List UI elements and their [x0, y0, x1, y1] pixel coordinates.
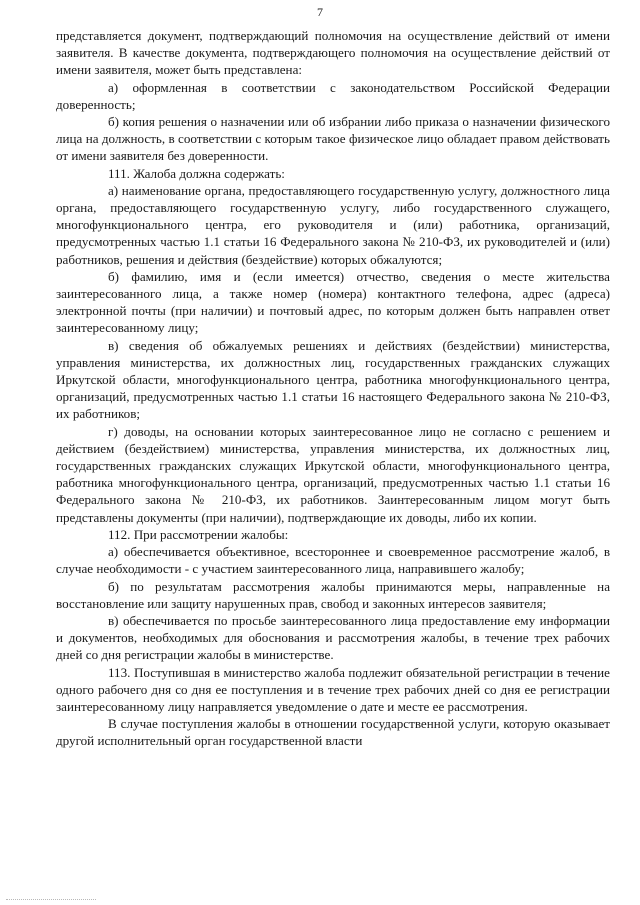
paragraph: б) копия решения о назначении или об избрании либо приказа о назначении физического лица на должность, в соответствии с которым такое физическое лицо обладает правом действовать от имени заявителя без доверенности.	[56, 114, 610, 164]
paragraph: 111. Жалоба должна содержать:	[108, 165, 285, 181]
paragraph: а) обеспечивается объективное, всестороннее и своевременное рассмотрение жалоб, в случае необходимости - с участием заинтересованного лица, направившего жалобу;	[56, 544, 610, 577]
paragraph: в) сведения об обжалуемых решениях и действиях (бездействии) министерства, управления министерства, их должностных лиц, государственных гражданских служащих Иркутской области, многофункционального центра, работника многофункционального центра, организаций, предусмотренных частью 1.1 статьи 16 настоящего Федерального закона № 210-ФЗ, их работников;	[56, 337, 610, 422]
document-body	[56, 27, 610, 750]
paragraph: г) доводы, на основании которых заинтересованное лицо не согласно с решением и действием (бездействием) министерства, управления министерства, их должностных лиц, государственных гражданских служащих Иркутской области, многофункционального центра, работника многофункционального центра, организаций, предусмотренных частью 1.1 статьи 16 Федерального закона № 210-ФЗ, их работников. Заинтересованным лицом могут быть представлены документы (при наличии), подтверждающие их доводы, либо их копии.	[56, 423, 610, 525]
paragraph: а) наименование органа, предоставляющего государственную услугу, должностного лица органа, предоставляющего государственную услугу, либо государственного служащего, многофункционального центра, его руководителя и (или) работника, организаций, предусмотренных частью 1.1 статьи 16 Федерального закона № 210-ФЗ, их руководителей и (или) работников, решения и действия (бездействие) которых обжалуются;	[56, 182, 610, 267]
page-number: 7	[317, 5, 323, 19]
paragraph: а) оформленная в соответствии с законодательством Российской Федерации доверенность;	[56, 79, 610, 112]
paragraph: в) обеспечивается по просьбе заинтересованного лица предоставление ему информации и документов, необходимых для обоснования и рассмотрения жалобы, в течение трех рабочих дней со дня регистрации жалобы в министерстве.	[56, 612, 610, 663]
scan-artifact	[6, 899, 96, 902]
paragraph: представляется документ, подтверждающий полномочия на осуществление действий от имени заявителя. В качестве документа, подтверждающего полномочия на осуществление действий от имени заявителя, может быть представлена:	[56, 28, 610, 78]
paragraph: б) фамилию, имя и (если имеется) отчество, сведения о месте жительства заинтересованного лица, а также номер (номера) контактного телефона, адрес (адреса) электронной почты (при наличии) и почтовый адрес, по которым должен быть направлен ответ заинтересованному лицу;	[56, 268, 610, 336]
paragraph: 112. При рассмотрении жалобы:	[108, 526, 289, 542]
paragraph: 113. Поступившая в министерство жалоба подлежит обязательной регистрации в течение одного рабочего дня со дня ее поступления и в течение трех рабочих дней со дня ее регистрации заинтересованному лицу направляется уведомление о дате и месте ее рассмотрения.	[56, 664, 610, 714]
paragraph: б) по результатам рассмотрения жалобы принимаются меры, направленные на восстановление или защиту нарушенных прав, свобод и законных интересов заявителя;	[56, 578, 610, 611]
paragraph: В случае поступления жалобы в отношении государственной услуги, которую оказывает другой исполнительный орган государственной власти	[56, 716, 610, 749]
